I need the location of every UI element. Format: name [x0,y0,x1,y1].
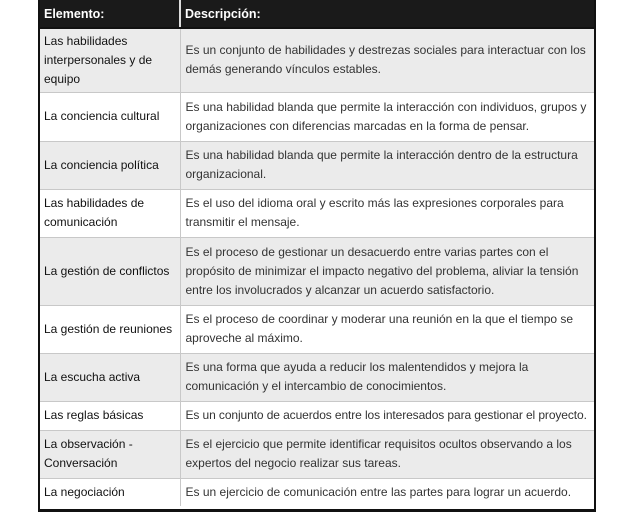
description-cell: Es una habilidad blanda que permite la interacción dentro de la estructura organizacional. [180,141,594,189]
header-element: Elemento: [40,0,180,28]
description-cell: Es el ejercicio que permite identificar requisitos ocultos observando a los expertos del negocio realizar sus tareas. [180,430,594,478]
header-description: Descripción: [180,0,594,28]
element-cell: La gestión de reuniones [40,305,180,353]
element-cell: La escucha activa [40,353,180,401]
description-cell: Es un conjunto de acuerdos entre los interesados para gestionar el proyecto. [180,401,594,430]
description-cell: Es un conjunto de habilidades y destrezas sociales para interactuar con los demás generando vínculos estables. [180,28,594,92]
description-cell: Es una habilidad blanda que permite la interacción con individuos, grupos y organizaciones con diferencias marcadas en la forma de pensar. [180,92,594,141]
table-row [40,28,594,92]
element-cell: Las habilidades interpersonales y de equipo [40,28,180,92]
description-cell: Es una forma que ayuda a reducir los malentendidos y mejora la comunicación y el intercambio de conocimientos. [180,353,594,401]
element-cell: Las habilidades de comunicación [40,189,180,237]
table-row [40,305,594,353]
element-cell: La conciencia cultural [40,92,180,141]
table-row [40,478,594,506]
element-cell: La gestión de conflictos [40,237,180,305]
element-cell: La negociación [40,478,180,506]
element-cell: La observación - Conversación [40,430,180,478]
description-cell: Es el proceso de gestionar un desacuerdo entre varias partes con el propósito de minimizar el impacto negativo del problema, aliviar la tensión entre los involucrados y alcanzar un acuerdo satisfactorio. [180,237,594,305]
description-cell: Es el proceso de coordinar y moderar una reunión en la que el tiempo se aproveche al máximo. [180,305,594,353]
skills-table [40,0,594,506]
table-row [40,141,594,189]
description-cell: Es el uso del idioma oral y escrito más las expresiones corporales para transmitir el mensaje. [180,189,594,237]
element-cell: Las reglas básicas [40,401,180,430]
description-cell: Es un ejercicio de comunicación entre las partes para lograr un acuerdo. [180,478,594,506]
table-row [40,237,594,305]
table-row [40,430,594,478]
skills-table-container [38,0,596,512]
table-row [40,353,594,401]
table-row [40,401,594,430]
header-row [40,0,594,28]
table-header [40,0,594,28]
table-row [40,92,594,141]
element-cell: La conciencia política [40,141,180,189]
table-body [40,28,594,506]
table-row [40,189,594,237]
